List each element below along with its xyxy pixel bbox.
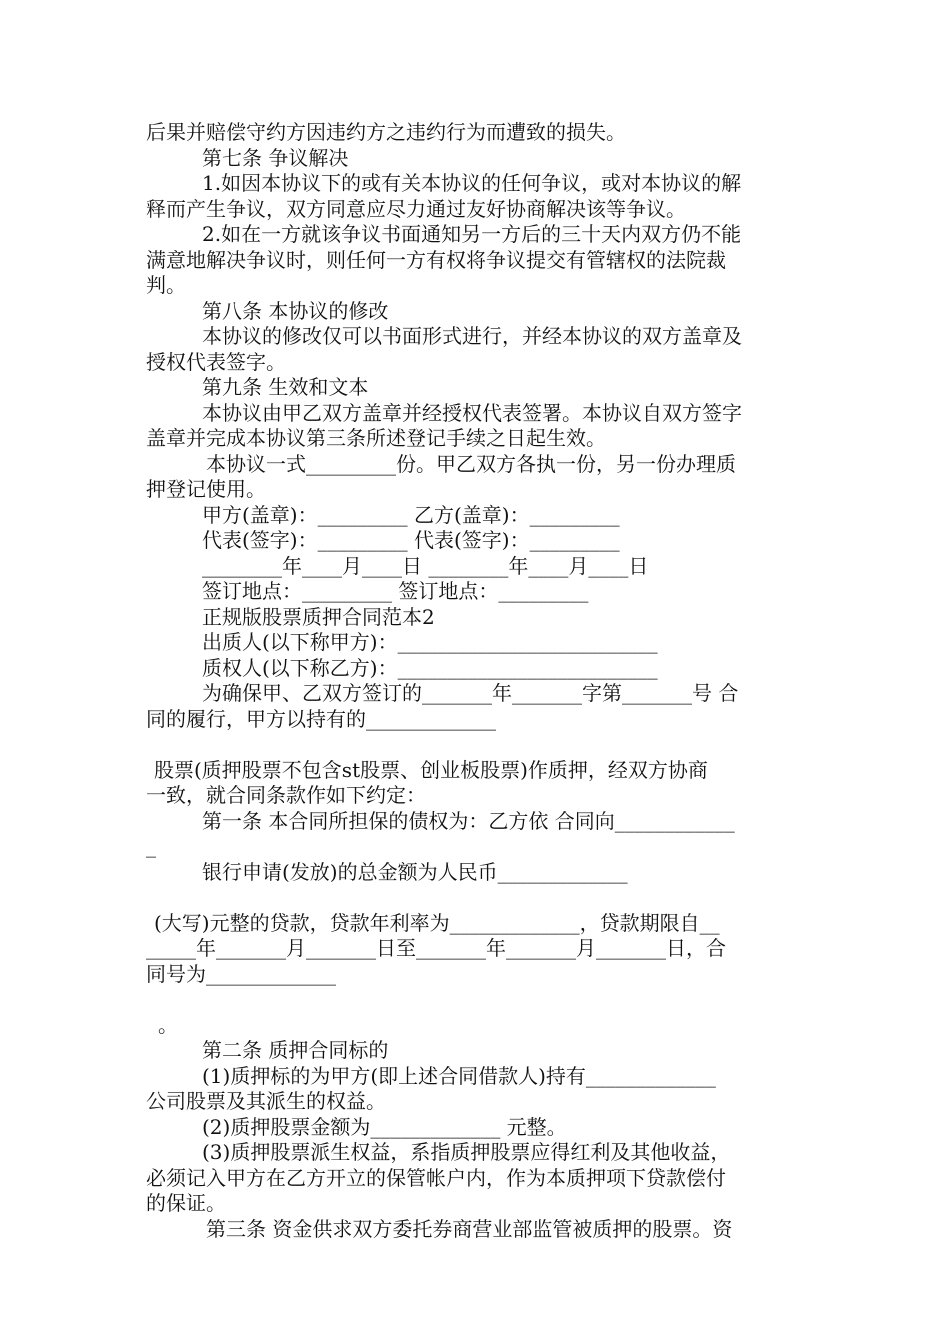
text-line: (2)质押股票金额为_____________ 元整。 xyxy=(202,1114,567,1139)
text-line: 释而产生争议，双方同意应尽力通过友好协商解决该等争议。 xyxy=(146,196,686,221)
text-line: 银行申请(发放)的总金额为人民币_____________ xyxy=(202,859,628,884)
signature-line: 甲方(盖章)：_________ 乙方(盖章)：_________ xyxy=(202,502,620,527)
text-line: 盖章并完成本协议第三条所述登记手续之日起生效。 xyxy=(146,426,606,450)
party-line: 质权人(以下称乙方)：__________________________ xyxy=(202,655,658,680)
blank-line xyxy=(146,732,806,758)
text-line: 股票(质押股票不包含st股票、创业板股票)作质押，经双方协商 xyxy=(154,757,708,782)
section-heading: 第一条 本合同所担保的债权为：乙方依 合同向____________ xyxy=(202,808,735,833)
place-line: 签订地点：_________ 签订地点：_________ xyxy=(202,579,589,603)
text-line: 本协议由甲乙双方盖章并经授权代表签署。本协议自双方签字 xyxy=(202,400,742,425)
text-line: 本协议一式_________份。甲乙双方各执一份，另一份办理质 xyxy=(206,451,736,476)
text-line: 一致，就合同条款作如下约定： xyxy=(146,783,426,807)
section-heading: 第九条 生效和文本 xyxy=(202,375,369,399)
signature-line: 代表(签字)：_________ 代表(签字)：_________ xyxy=(202,528,620,552)
blank-line xyxy=(146,885,806,911)
date-line: ________年____月____日 ________年____月____日 xyxy=(202,553,649,578)
text-line: 满意地解决争议时，则任何一方有权将争议提交有管辖权的法院裁 xyxy=(146,247,726,272)
text-line: 判。 xyxy=(146,273,186,297)
text-line: 同的履行，甲方以持有的_____________ xyxy=(146,706,496,731)
text-line: 必须记入甲方在乙方开立的保管帐户内，作为本质押项下贷款偿付 xyxy=(146,1165,726,1190)
text-line: 。 xyxy=(158,1012,178,1037)
section-heading: 第三条 资金供求双方委托券商营业部监管被质押的股票。资 xyxy=(206,1216,733,1241)
blank-line xyxy=(146,987,806,1013)
text-line: (3)质押股票派生权益，系指质押股票应得红利及其他收益， xyxy=(202,1140,731,1164)
text-line: 押登记使用。 xyxy=(146,477,266,501)
section-heading: 第七条 争议解决 xyxy=(202,145,349,170)
text-line: _ xyxy=(146,834,156,858)
section-heading: 第二条 质押合同标的 xyxy=(202,1038,389,1062)
text-line: 本协议的修改仅可以书面形式进行，并经本协议的双方盖章及 xyxy=(202,324,742,348)
text-line: 授权代表签字。 xyxy=(146,349,286,374)
text-line: _____年_______月_______日至_______年_______月_______日，合 xyxy=(146,936,726,960)
text-line: (大写)元整的贷款，贷款年利率为_____________，贷款期限自__ xyxy=(154,910,720,935)
text-line: 同号为_____________ xyxy=(146,961,336,986)
text-line: 公司股票及其派生的权益。 xyxy=(146,1089,386,1113)
section-heading: 第八条 本协议的修改 xyxy=(202,298,389,323)
text-line: 后果并赔偿守约方因违约方之违约行为而遭致的损失。 xyxy=(146,120,626,144)
text-line: (1)质押标的为甲方(即上述合同借款人)持有_____________ xyxy=(202,1063,716,1088)
document-page xyxy=(146,120,806,1242)
text-line: 的保证。 xyxy=(146,1191,226,1215)
party-line: 出质人(以下称甲方)：__________________________ xyxy=(202,630,658,654)
text-line: 为确保甲、乙双方签订的_______年_______字第_______号 合 xyxy=(202,681,739,705)
contract-title: 正规版股票质押合同范本2 xyxy=(202,604,435,629)
text-line: 1.如因本协议下的或有关本协议的任何争议，或对本协议的解 xyxy=(202,171,742,195)
text-line: 2.如在一方就该争议书面通知另一方后的三十天内双方仍不能 xyxy=(202,222,742,246)
